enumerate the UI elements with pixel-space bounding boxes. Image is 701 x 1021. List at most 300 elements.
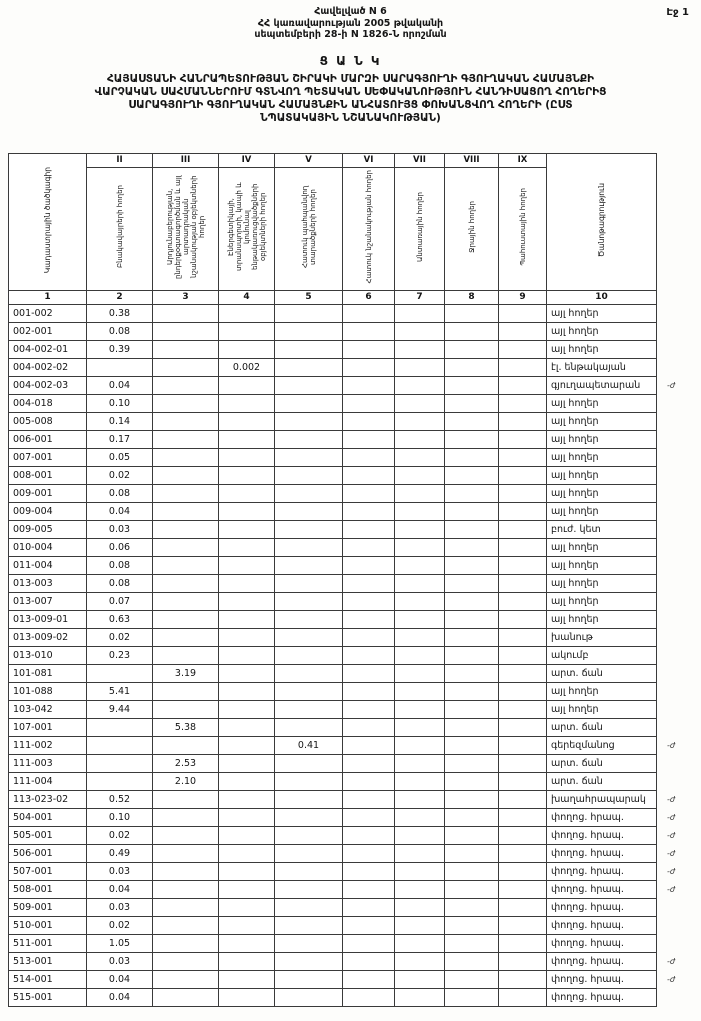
cell-area-value [395, 826, 445, 844]
roman-VIII: VIII [445, 153, 499, 167]
roman-numeral-row [9, 153, 695, 167]
cell-area-value [395, 682, 445, 700]
cell-area-value [499, 376, 547, 394]
cell-area-value: 0.08 [87, 556, 153, 574]
cell-area-value [395, 520, 445, 538]
cell-area-value: 5.38 [153, 718, 219, 736]
cell-cadastral-code: 101-088 [9, 682, 87, 700]
cell-area-value [499, 898, 547, 916]
margin-mark: -ժ [667, 380, 676, 390]
col-num-10: 10 [547, 290, 657, 304]
cell-area-value [499, 448, 547, 466]
cell-area-value [445, 754, 499, 772]
cell-area-value [275, 808, 343, 826]
cell-note: այլ հողեր [547, 538, 657, 556]
table-row [9, 880, 695, 898]
cell-note: գերեզմանոց [547, 736, 657, 754]
cell-note: փողոց. հրապ. [547, 844, 657, 862]
cell-area-value [395, 340, 445, 358]
cell-area-value [499, 574, 547, 592]
cell-cadastral-code: 107-001 [9, 718, 87, 736]
cell-area-value [219, 412, 275, 430]
cell-area-value [219, 700, 275, 718]
cell-area-value [219, 304, 275, 322]
cell-area-value [153, 682, 219, 700]
cell-area-value [343, 808, 395, 826]
cell-note: արտ. ճան [547, 754, 657, 772]
cell-area-value [153, 988, 219, 1006]
cell-area-value [219, 646, 275, 664]
cell-cadastral-code: 113-023-02 [9, 790, 87, 808]
table-row [9, 790, 695, 808]
cell-area-value [445, 358, 499, 376]
cell-area-value [343, 934, 395, 952]
cell-area-value [395, 304, 445, 322]
cell-area-value: 0.10 [87, 394, 153, 412]
cell-area-value [219, 862, 275, 880]
cell-area-value: 0.10 [87, 808, 153, 826]
cell-area-value: 0.002 [219, 358, 275, 376]
cell-area-value [445, 430, 499, 448]
margin-mark [657, 430, 695, 448]
cell-area-value [499, 718, 547, 736]
margin-mark [657, 772, 695, 790]
cell-cadastral-code: 013-010 [9, 646, 87, 664]
cell-area-value [275, 574, 343, 592]
header-industrial-lands: Արդյունաբերության, ընդերքօգտագործման և այլ արտադրական նշանակության օբյեկտների հողեր [153, 167, 219, 290]
cell-area-value: 0.06 [87, 538, 153, 556]
table-row [9, 394, 695, 412]
cell-note: ակումբ [547, 646, 657, 664]
cell-area-value [153, 448, 219, 466]
cell-area-value [445, 502, 499, 520]
cell-area-value [275, 466, 343, 484]
cell-area-value [499, 646, 547, 664]
table-row [9, 304, 695, 322]
list-heading: Ց Ա Ն Կ [319, 53, 382, 68]
cell-area-value [343, 574, 395, 592]
cell-area-value [445, 916, 499, 934]
cell-area-value [343, 610, 395, 628]
cell-area-value [153, 556, 219, 574]
cell-area-value: 0.08 [87, 322, 153, 340]
cell-note: այլ հողեր [547, 340, 657, 358]
cell-area-value [275, 610, 343, 628]
cell-note: այլ հողեր [547, 682, 657, 700]
cell-area-value [395, 322, 445, 340]
table-row [9, 412, 695, 430]
col-num-7: 7 [395, 290, 445, 304]
cell-area-value [153, 340, 219, 358]
cell-area-value: 0.04 [87, 376, 153, 394]
cell-note: արտ. ճան [547, 772, 657, 790]
cell-cadastral-code: 004-018 [9, 394, 87, 412]
margin-mark [657, 610, 695, 628]
cell-area-value [275, 448, 343, 466]
cell-area-value [153, 700, 219, 718]
cell-note: այլ հողեր [547, 394, 657, 412]
cell-area-value [499, 538, 547, 556]
cell-area-value [275, 484, 343, 502]
cell-note: այլ հողեր [547, 592, 657, 610]
cell-cadastral-code: 513-001 [9, 952, 87, 970]
cell-note: այլ հողեր [547, 484, 657, 502]
roman-V: V [275, 153, 343, 167]
cell-area-value: 0.02 [87, 628, 153, 646]
cell-area-value [219, 448, 275, 466]
decree-reference-line-1: ՀՀ կառավարության 2005 թվականի [257, 17, 444, 29]
table-row [9, 934, 695, 952]
cell-note: խաղահրապարակ [547, 790, 657, 808]
cell-area-value: 0.23 [87, 646, 153, 664]
cell-area-value [219, 592, 275, 610]
cell-area-value [395, 916, 445, 934]
col-num-2: 2 [87, 290, 153, 304]
margin-mark [657, 556, 695, 574]
cell-area-value [499, 340, 547, 358]
cell-area-value [275, 520, 343, 538]
cell-area-value [395, 376, 445, 394]
cell-area-value [275, 664, 343, 682]
cell-area-value: 0.17 [87, 430, 153, 448]
cell-area-value [499, 358, 547, 376]
cell-note: արտ. ճան [547, 664, 657, 682]
table-row [9, 952, 695, 970]
cell-area-value [275, 700, 343, 718]
table-row [9, 502, 695, 520]
cell-area-value [275, 988, 343, 1006]
cell-note: արտ. ճան [547, 718, 657, 736]
cell-area-value [219, 664, 275, 682]
cell-area-value [499, 844, 547, 862]
cell-area-value [275, 412, 343, 430]
margin-mark [657, 700, 695, 718]
cell-area-value [395, 880, 445, 898]
cell-area-value [445, 808, 499, 826]
roman-III: III [153, 153, 219, 167]
cell-area-value [219, 844, 275, 862]
col-num-3: 3 [153, 290, 219, 304]
margin-mark [657, 988, 695, 1006]
cell-area-value [153, 952, 219, 970]
margin-mark: -ժ [667, 848, 676, 858]
table-row [9, 988, 695, 1006]
cell-area-value [445, 646, 499, 664]
table-row [9, 358, 695, 376]
cell-note: այլ հողեր [547, 322, 657, 340]
cell-area-value [275, 358, 343, 376]
cell-area-value [275, 556, 343, 574]
cell-note: փողոց. հրապ. [547, 970, 657, 988]
margin-mark: -ժ [667, 830, 676, 840]
cell-area-value [343, 952, 395, 970]
cell-area-value: 0.02 [87, 916, 153, 934]
decree-reference-line-2: սեպտեմբերի 28-ի N 1826-Ն որոշման [254, 29, 447, 40]
cell-area-value [499, 592, 547, 610]
cell-area-value [445, 664, 499, 682]
cell-cadastral-code: 111-003 [9, 754, 87, 772]
title-line: ՎԱՐՉԱԿԱՆ ՍԱՀՄԱՆՆԵՐՈՒՄ ԳՏՆՎՈՂ ՊԵՏԱԿԱՆ ՍԵՓԱԿԱՆՈՒԹՅՈՒՆ ՀԱՆԴԻՍԱՑՈՂ ՀՈՂԵՐԻՑ [94, 85, 607, 98]
cell-area-value [153, 610, 219, 628]
cell-area-value [499, 970, 547, 988]
cell-area-value [499, 664, 547, 682]
cell-area-value: 5.41 [87, 682, 153, 700]
cell-area-value [343, 682, 395, 700]
margin-column [657, 153, 695, 304]
cell-cadastral-code: 504-001 [9, 808, 87, 826]
cell-area-value [153, 430, 219, 448]
cell-area-value [445, 844, 499, 862]
cell-note: այլ հողեր [547, 610, 657, 628]
cell-area-value [395, 844, 445, 862]
cell-area-value: 0.63 [87, 610, 153, 628]
cell-area-value [275, 844, 343, 862]
cell-area-value: 0.03 [87, 952, 153, 970]
cell-area-value [219, 466, 275, 484]
cell-cadastral-code: 101-081 [9, 664, 87, 682]
cell-area-value [219, 376, 275, 394]
cell-note: փողոց. հրապ. [547, 808, 657, 826]
cell-area-value: 2.53 [153, 754, 219, 772]
cell-area-value [395, 988, 445, 1006]
cell-area-value [343, 394, 395, 412]
cell-area-value [445, 682, 499, 700]
cell-cadastral-code: 004-002-01 [9, 340, 87, 358]
cell-area-value [499, 826, 547, 844]
appendix-header [0, 0, 701, 41]
cell-area-value [153, 736, 219, 754]
cell-area-value [275, 826, 343, 844]
margin-mark [657, 520, 695, 538]
cell-area-value [87, 718, 153, 736]
cell-area-value [343, 412, 395, 430]
header-water-lands: Ջրային հողեր [445, 167, 499, 290]
cell-area-value [87, 664, 153, 682]
cell-cadastral-code: 509-001 [9, 898, 87, 916]
cell-area-value [445, 304, 499, 322]
cell-area-value [395, 736, 445, 754]
cell-area-value [445, 538, 499, 556]
cell-area-value [153, 790, 219, 808]
cell-cadastral-code: 505-001 [9, 826, 87, 844]
cell-area-value: 0.38 [87, 304, 153, 322]
cell-note: փողոց. հրապ. [547, 934, 657, 952]
cell-area-value [343, 628, 395, 646]
cell-area-value [153, 646, 219, 664]
cell-area-value [153, 502, 219, 520]
cell-area-value [275, 952, 343, 970]
cell-area-value [343, 466, 395, 484]
cell-area-value [395, 502, 445, 520]
cell-area-value [395, 808, 445, 826]
cell-area-value [343, 880, 395, 898]
cell-area-value [153, 466, 219, 484]
cell-area-value [499, 862, 547, 880]
cell-cadastral-code: 111-002 [9, 736, 87, 754]
cell-area-value [153, 970, 219, 988]
cell-area-value [445, 520, 499, 538]
header-energy-transport-lands: Էներգետիկայի, տրանսպորտի, կապի և կոմունալ ենթակառուցվածքների օբյեկտների հողեր [219, 167, 275, 290]
cell-area-value [499, 484, 547, 502]
margin-mark [657, 304, 695, 322]
cell-note: փողոց. հրապ. [547, 988, 657, 1006]
cell-cadastral-code: 006-001 [9, 430, 87, 448]
margin-mark [657, 934, 695, 952]
cell-note: փողոց. հրապ. [547, 826, 657, 844]
table-row [9, 520, 695, 538]
cell-area-value [445, 466, 499, 484]
cell-area-value [499, 754, 547, 772]
cell-area-value [445, 862, 499, 880]
cell-area-value [445, 970, 499, 988]
cell-cadastral-code: 510-001 [9, 916, 87, 934]
table-row [9, 610, 695, 628]
cell-area-value: 0.14 [87, 412, 153, 430]
cell-area-value [395, 772, 445, 790]
table-row [9, 628, 695, 646]
cell-note: փողոց. հրապ. [547, 916, 657, 934]
cell-area-value [275, 376, 343, 394]
cell-area-value [219, 754, 275, 772]
cell-area-value [499, 790, 547, 808]
cell-area-value [219, 988, 275, 1006]
cell-area-value [395, 700, 445, 718]
cell-area-value [275, 790, 343, 808]
cell-note: այլ հողեր [547, 502, 657, 520]
margin-mark: -ժ [667, 812, 676, 822]
table-row [9, 664, 695, 682]
cell-area-value: 9.44 [87, 700, 153, 718]
cell-area-value [275, 718, 343, 736]
table-row [9, 700, 695, 718]
cell-area-value [153, 880, 219, 898]
margin-mark [657, 358, 695, 376]
cell-area-value [219, 628, 275, 646]
cell-area-value [445, 880, 499, 898]
cell-area-value [445, 448, 499, 466]
cell-area-value [87, 736, 153, 754]
table-row [9, 592, 695, 610]
cell-area-value [219, 502, 275, 520]
cell-area-value: 0.02 [87, 466, 153, 484]
cell-area-value [499, 430, 547, 448]
cell-area-value [153, 628, 219, 646]
margin-mark [657, 340, 695, 358]
table-row [9, 574, 695, 592]
cell-area-value [499, 502, 547, 520]
roman-II: II [87, 153, 153, 167]
cell-area-value [153, 412, 219, 430]
margin-mark [657, 574, 695, 592]
document-title [0, 73, 701, 125]
cell-area-value [445, 790, 499, 808]
cell-area-value: 0.07 [87, 592, 153, 610]
cell-area-value [343, 916, 395, 934]
cell-area-value [219, 772, 275, 790]
cell-area-value [445, 574, 499, 592]
margin-mark [657, 502, 695, 520]
title-line: ՆՊԱՏԱԿԱՅԻՆ ՆՇԱՆԱԿՈՒԹՅԱՆ) [260, 111, 441, 124]
table-row [9, 556, 695, 574]
table-row [9, 430, 695, 448]
cell-area-value [445, 322, 499, 340]
cell-area-value [445, 340, 499, 358]
cell-area-value [275, 772, 343, 790]
cell-area-value [275, 340, 343, 358]
cell-area-value [499, 394, 547, 412]
cell-area-value [87, 772, 153, 790]
cell-area-value [219, 880, 275, 898]
margin-mark [657, 898, 695, 916]
cell-note: այլ հողեր [547, 556, 657, 574]
table-row [9, 916, 695, 934]
cell-cadastral-code: 507-001 [9, 862, 87, 880]
appendix-title: Հավելված N 6 [314, 6, 387, 17]
cell-area-value: 0.08 [87, 484, 153, 502]
cell-area-value [445, 610, 499, 628]
cell-area-value [499, 610, 547, 628]
cell-area-value [343, 700, 395, 718]
cell-area-value [275, 934, 343, 952]
cell-area-value [275, 862, 343, 880]
cell-area-value [343, 898, 395, 916]
cell-area-value [275, 916, 343, 934]
cell-area-value [219, 610, 275, 628]
cell-area-value [395, 358, 445, 376]
cell-cadastral-code: 514-001 [9, 970, 87, 988]
cell-area-value [275, 646, 343, 664]
cell-area-value [395, 952, 445, 970]
cell-cadastral-code: 013-009-01 [9, 610, 87, 628]
cell-note: այլ հողեր [547, 304, 657, 322]
col-num-1: 1 [9, 290, 87, 304]
table-row [9, 484, 695, 502]
cell-area-value [445, 484, 499, 502]
table-body [9, 304, 695, 1006]
land-transfer-table [8, 153, 695, 1007]
table-row [9, 754, 695, 772]
cell-note: այլ հողեր [547, 430, 657, 448]
cell-area-value [343, 430, 395, 448]
cell-cadastral-code: 111-004 [9, 772, 87, 790]
cell-area-value: 0.03 [87, 520, 153, 538]
cell-area-value [499, 304, 547, 322]
cell-area-value [343, 772, 395, 790]
cell-area-value [219, 934, 275, 952]
cell-area-value [343, 718, 395, 736]
header-protected-territories: Հատուկ պահպանվող տարածքների հողեր [275, 167, 343, 290]
margin-mark: -ժ [667, 866, 676, 876]
cell-area-value [343, 358, 395, 376]
cell-area-value [445, 898, 499, 916]
cell-area-value [499, 736, 547, 754]
margin-mark [657, 592, 695, 610]
roman-IX: IX [499, 153, 547, 167]
cell-note: այլ հողեր [547, 574, 657, 592]
cell-area-value: 0.04 [87, 502, 153, 520]
cell-cadastral-code: 008-001 [9, 466, 87, 484]
cell-area-value [395, 628, 445, 646]
margin-mark [657, 664, 695, 682]
margin-mark [657, 538, 695, 556]
cell-area-value [87, 358, 153, 376]
cell-area-value [275, 322, 343, 340]
cell-area-value: 0.41 [275, 736, 343, 754]
table-row [9, 466, 695, 484]
cell-area-value [395, 664, 445, 682]
cell-area-value: 0.08 [87, 574, 153, 592]
col-num-6: 6 [343, 290, 395, 304]
